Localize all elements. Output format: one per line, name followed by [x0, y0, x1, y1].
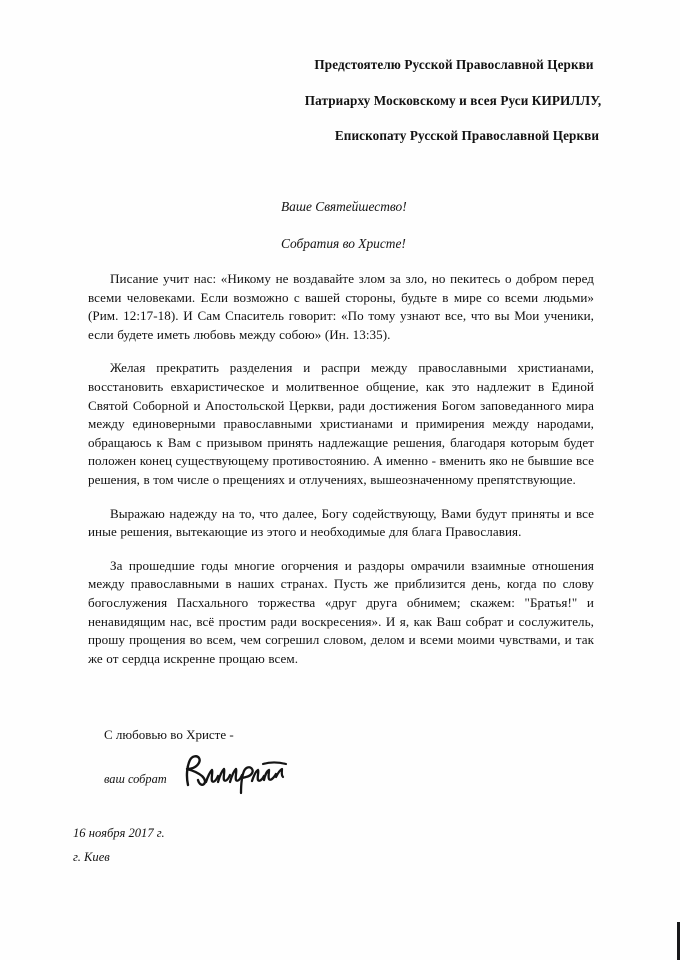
handwritten-signature-icon — [177, 749, 295, 800]
salutation-block — [281, 200, 407, 251]
addressee-block — [288, 58, 618, 144]
addressee-line-3: Епископату Русской Православной Церкви — [334, 128, 600, 144]
body-paragraph-2: Желая прекратить разделения и распри между православными христианами, восстановить евхаристическое и молитвенное общение, как это надлежит в Единой Святой Соборной и Апостольской Церкви, ради достижения Богом заповеданного мира между единоверными православными христианами и примирения между народами, обращаюсь к Вам с призывом принять надлежащие решения, благодаря которым будет положен конец существующему противостоянию. А именно - вменить яко не бывшие все решения, в том числе о прещениях и отлучениях, вышеозначенному препятствующие. — [88, 360, 594, 487]
addressee-line-1: Предстоятелю Русской Православной Церкви — [314, 57, 594, 72]
letter-place: г. Киев — [73, 850, 110, 865]
letter-date: 16 ноября 2017 г. — [73, 826, 165, 840]
body-paragraph-3: Выражаю надежду на то, что далее, Богу содействующу, Вами будут приняты и все иные решения, вытекающие из этого и необходимые для блага Православия. — [88, 505, 594, 540]
salutation-line-1: Ваше Святейшество! — [281, 199, 407, 214]
signature-row — [104, 761, 464, 799]
letter-body — [88, 270, 594, 668]
closing-block — [104, 728, 464, 799]
salutation-line-2: Собратия во Христе! — [281, 235, 406, 251]
date-place-block — [73, 826, 165, 865]
addressee-line-2: Патриарху Московскому и всея Руси КИРИЛЛУ, — [304, 92, 602, 108]
body-paragraph-1: Писание учит нас: «Никому не воздавайте злом за зло, но пекитесь о добром перед всеми человеками. Если возможно с вашей стороны, будьте в мире со всеми людьми» (Рим. 12:17-18). И Сам Спаситель говорит: «По тому узнают все, что вы Мои ученики, если будете иметь любовь между собою» (Ин. 13:35). — [88, 271, 594, 342]
closing-farewell: С любовью во Христе - — [104, 727, 234, 742]
body-paragraph-4: За прошедшие годы многие огорчения и раздоры омрачили взаимные отношения между православными в наших странах. Пусть же приблизится день, когда по слову богослужения Пасхального торжества «друг друга обнимем; скажем: "Братья!" и ненавидящим нас, всё простим ради воскресения». И я, как Ваш собрат и сослужитель, прошу прощения во всем, чем согрешил словом, делом и всеми моими чувствами, и так же от сердца искренне прощаю всем. — [88, 557, 594, 666]
signer-label: ваш собрат — [104, 772, 167, 787]
